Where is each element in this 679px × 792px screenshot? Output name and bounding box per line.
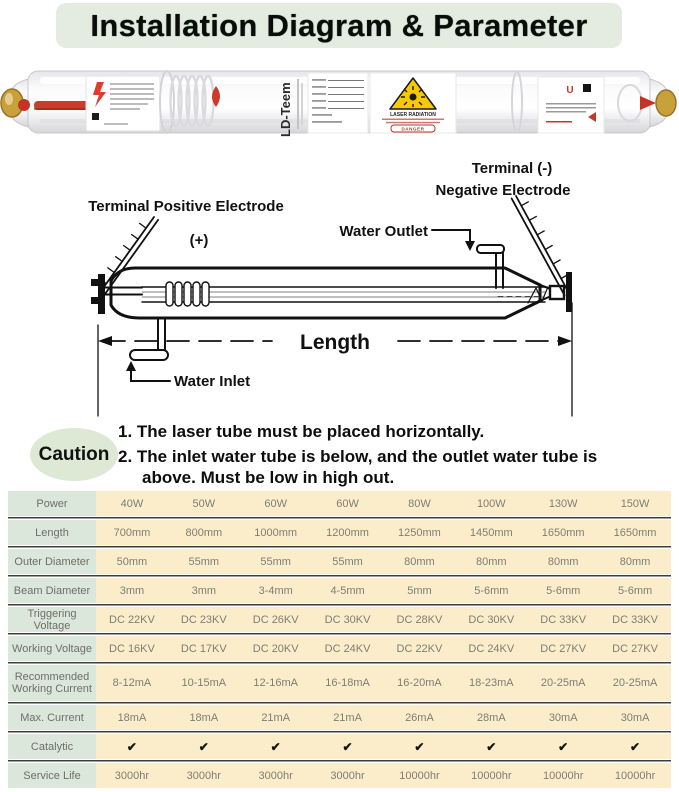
- table-cell: 5-6mm: [455, 578, 527, 603]
- installation-diagram-svg: [0, 152, 679, 418]
- table-row-max-current: [8, 705, 671, 730]
- table-cell: 10-15mA: [168, 665, 240, 701]
- danger-text: DANGER: [401, 126, 425, 132]
- table-cell: DC 20KV: [240, 636, 312, 661]
- table-cell: 21mA: [240, 705, 312, 730]
- table-cell: DC 26KV: [240, 607, 312, 632]
- table-cell: 10000hr: [384, 763, 456, 788]
- row-label: Power: [8, 491, 96, 516]
- table-cell: 80mm: [599, 549, 671, 574]
- table-row-catalytic: [8, 734, 671, 759]
- table-cell: 12-16mA: [240, 665, 312, 701]
- caution-item-1: 1. The laser tube must be placed horizontally.: [118, 422, 485, 441]
- table-cell: 50mm: [96, 549, 168, 574]
- terminal-positive-label: Terminal Positive Electrode: [88, 198, 284, 215]
- table-cell: DC 24KV: [312, 636, 384, 661]
- right-connector-square: [550, 286, 564, 299]
- table-cell: 10000hr: [599, 763, 671, 788]
- table-cell: DC 33KV: [527, 607, 599, 632]
- table-cell: 5-6mm: [599, 578, 671, 603]
- row-label: Service Life: [8, 763, 96, 788]
- water-outlet-leader: [432, 230, 475, 251]
- table-cell: 16-18mA: [312, 665, 384, 701]
- right-spec-label: [538, 77, 604, 133]
- terminal-negative-label-2: Negative Electrode: [435, 182, 571, 199]
- table-cell-checkmark: ✔: [527, 734, 599, 759]
- table-cell: 21mA: [312, 705, 384, 730]
- row-label: Beam Diameter: [8, 578, 96, 603]
- row-label: Recommended Working Current: [8, 665, 96, 701]
- water-inlet-leader: [126, 361, 170, 381]
- table-cell: 3mm: [96, 578, 168, 603]
- row-label: Max. Current: [8, 705, 96, 730]
- table-cell: 4-5mm: [312, 578, 384, 603]
- page-title: [56, 3, 622, 48]
- spec-form-label: [308, 73, 368, 133]
- table-cell: 80mm: [527, 549, 599, 574]
- table-row-working-voltage: [8, 636, 671, 661]
- table-row-power: [8, 491, 671, 516]
- table-cell: DC 16KV: [96, 636, 168, 661]
- table-cell: 1450mm: [455, 520, 527, 545]
- table-cell-checkmark: ✔: [384, 734, 456, 759]
- terminal-negative-label-1: Terminal (-): [471, 160, 553, 177]
- table-cell: 8-12mA: [96, 665, 168, 701]
- table-cell: 5mm: [384, 578, 456, 603]
- table-cell-checkmark: ✔: [240, 734, 312, 759]
- caution-item-2: 2. The inlet water tube is below, and the outlet water tube is above. Must be low in high out.: [118, 446, 598, 487]
- row-label: Triggering Voltage: [8, 607, 96, 632]
- table-cell: 30mA: [527, 705, 599, 730]
- table-cell: 40W: [96, 491, 168, 516]
- table-cell: 55mm: [312, 549, 384, 574]
- table-cell: 80W: [384, 491, 456, 516]
- parameter-table: [8, 491, 671, 788]
- table-cell: 1650mm: [599, 520, 671, 545]
- water-inlet-pipe: [130, 318, 168, 360]
- terminal-positive-plus: (+): [189, 232, 209, 249]
- table-row-triggering-voltage: [8, 607, 671, 632]
- length-label: Length: [300, 331, 370, 354]
- table-cell: 80mm: [455, 549, 527, 574]
- laser-radiation-text: LASER RADIATION: [390, 112, 436, 118]
- table-cell: DC 28KV: [384, 607, 456, 632]
- row-label: Catalytic: [8, 734, 96, 759]
- water-outlet-label: Water Outlet: [339, 223, 428, 240]
- table-cell: DC 23KV: [168, 607, 240, 632]
- table-cell-checkmark: ✔: [168, 734, 240, 759]
- table-row-beam-diameter: [8, 578, 671, 603]
- table-cell: DC 30KV: [312, 607, 384, 632]
- table-cell: 55mm: [240, 549, 312, 574]
- laser-tube-photo: [0, 58, 679, 148]
- table-cell: DC 27KV: [527, 636, 599, 661]
- table-cell: 10000hr: [527, 763, 599, 788]
- table-cell: 16-20mA: [384, 665, 456, 701]
- table-cell: 18mA: [96, 705, 168, 730]
- table-cell: DC 27KV: [599, 636, 671, 661]
- brand-text: LD-Teem: [278, 82, 293, 137]
- table-cell: 130W: [527, 491, 599, 516]
- left-end-cap: [91, 274, 105, 314]
- table-cell: 28mA: [455, 705, 527, 730]
- table-cell: 3000hr: [312, 763, 384, 788]
- table-cell: 100W: [455, 491, 527, 516]
- table-cell: 150W: [599, 491, 671, 516]
- table-cell: 1250mm: [384, 520, 456, 545]
- table-cell: 20-25mA: [599, 665, 671, 701]
- length-dimension: [98, 303, 572, 416]
- table-cell: 3000hr: [96, 763, 168, 788]
- table-cell: 50W: [168, 491, 240, 516]
- table-cell: DC 24KV: [455, 636, 527, 661]
- table-cell: 60W: [240, 491, 312, 516]
- caution-badge-text: Caution: [38, 443, 110, 465]
- table-cell: 3000hr: [168, 763, 240, 788]
- table-row-outer-diameter: [8, 549, 671, 574]
- table-cell-checkmark: ✔: [455, 734, 527, 759]
- table-row-length: [8, 520, 671, 545]
- installation-diagram: [0, 152, 679, 418]
- table-cell: DC 22KV: [384, 636, 456, 661]
- table-cell: 10000hr: [455, 763, 527, 788]
- right-label-mark: U: [566, 85, 574, 96]
- caution-badge: [30, 428, 118, 481]
- water-inlet-label: Water Inlet: [174, 373, 251, 390]
- table-cell: 18mA: [168, 705, 240, 730]
- table-cell: 5-6mm: [527, 578, 599, 603]
- table-cell-checkmark: ✔: [96, 734, 168, 759]
- table-cell: DC 30KV: [455, 607, 527, 632]
- table-cell: 26mA: [384, 705, 456, 730]
- left-spec-label: [86, 76, 160, 131]
- row-label: Working Voltage: [8, 636, 96, 661]
- table-cell-checkmark: ✔: [312, 734, 384, 759]
- table-cell: 1200mm: [312, 520, 384, 545]
- caution-notes: [118, 421, 638, 492]
- inner-coil: [166, 282, 209, 306]
- row-label: Outer Diameter: [8, 549, 96, 574]
- table-cell: 1000mm: [240, 520, 312, 545]
- table-cell-checkmark: ✔: [599, 734, 671, 759]
- page-title-text: Installation Diagram & Parameter: [90, 7, 588, 43]
- table-cell: 20-25mA: [527, 665, 599, 701]
- laser-tube-photo-svg: [0, 58, 679, 148]
- table-row-recommended-working-current: [8, 665, 671, 701]
- table-cell: 55mm: [168, 549, 240, 574]
- table-cell: 3mm: [168, 578, 240, 603]
- table-cell: DC 33KV: [599, 607, 671, 632]
- warning-label: [370, 73, 456, 133]
- table-row-service-life: [8, 763, 671, 788]
- table-cell: 30mA: [599, 705, 671, 730]
- table-cell: DC 22KV: [96, 607, 168, 632]
- row-label: Length: [8, 520, 96, 545]
- table-cell: 18-23mA: [455, 665, 527, 701]
- table-cell: 3-4mm: [240, 578, 312, 603]
- table-cell: 3000hr: [240, 763, 312, 788]
- table-cell: DC 17KV: [168, 636, 240, 661]
- table-cell: 60W: [312, 491, 384, 516]
- table-cell: 700mm: [96, 520, 168, 545]
- table-cell: 80mm: [384, 549, 456, 574]
- table-cell: 800mm: [168, 520, 240, 545]
- table-cell: 1650mm: [527, 520, 599, 545]
